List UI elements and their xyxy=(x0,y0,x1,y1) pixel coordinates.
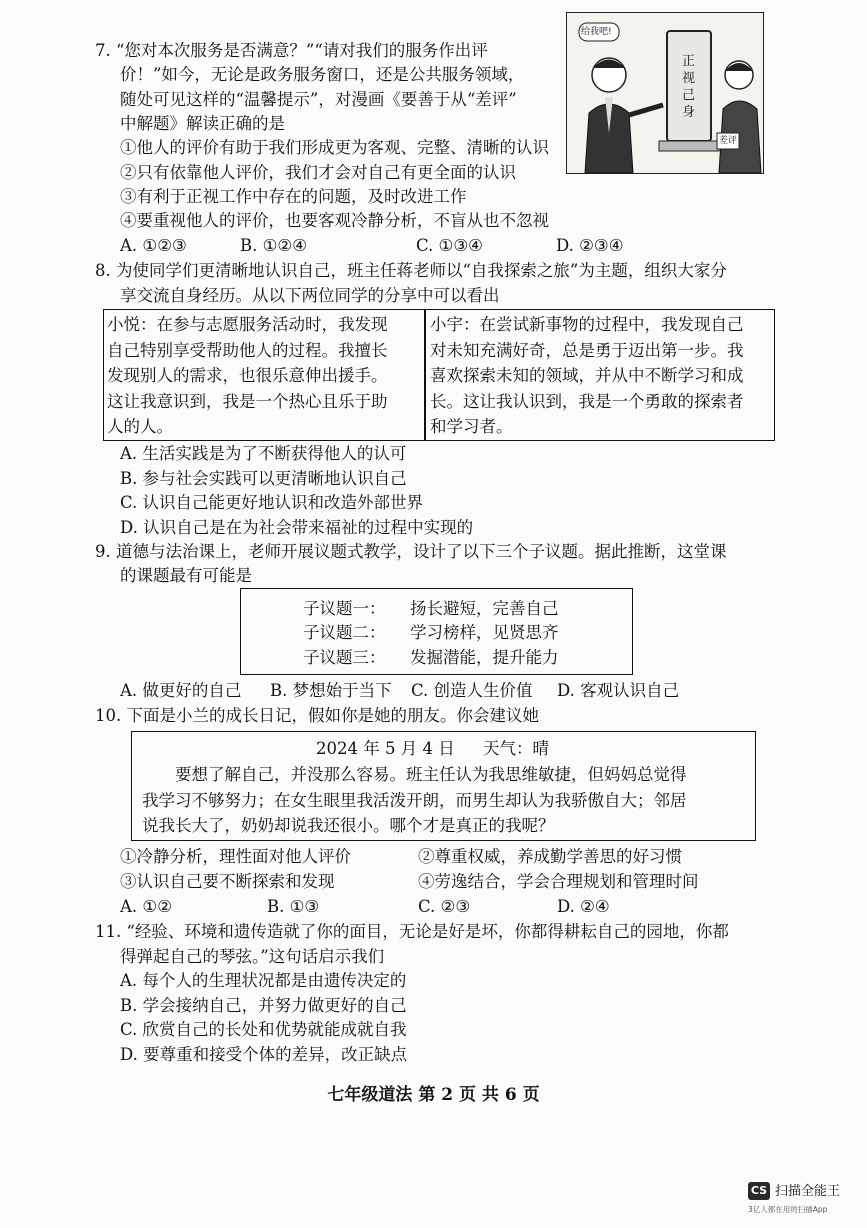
cartoon-bubble-text: 给我吧! xyxy=(581,27,612,37)
camscanner-logo-icon: CS xyxy=(748,1182,770,1200)
q7-item-2: ②只有依靠他人评价，我们才会对自己有更全面的认识 xyxy=(120,163,516,182)
q9-sub-label-2: 子议题二： xyxy=(303,623,386,642)
watermark-tagline: 3亿人都在用的扫描App xyxy=(748,1205,828,1214)
q7-option-b: B. ①②④ xyxy=(240,236,307,255)
q9-sub-text-1: 扬长避短，完善自己 xyxy=(410,599,559,618)
q8-xiaoyu-quote: 小宇：在尝试新事物的过程中，我发现自己 对未知充满好奇，总是勇于迈出第一步。我 喜欢探索未知的领域，并从中不断学习和成 长。这让我认识到，我是一个勇敢的探索者 和学习者。 xyxy=(430,315,744,436)
q8-option-c: C. 认识自己能更好地认识和改造外部世界 xyxy=(120,493,424,512)
q9-option-b: B. 梦想始于当下 xyxy=(270,681,392,700)
q9-sub-label-3: 子议题三： xyxy=(303,648,386,667)
q8-option-d: D. 认识自己是在为社会带来福祉的过程中实现的 xyxy=(120,518,474,537)
q8-xiaoyue-quote: 小悦：在参与志愿服务活动时，我发现 自己特别享受帮助他人的过程。我擅长 发现别人的需求，也很乐意伸出援手。 这让我意识到，我是一个热心且乐于助 人的人。 xyxy=(107,315,388,436)
q11-stem-1: 11. “经验、环境和遗传造就了你的面目，无论是好是坏，你都得耕耘自己的园地，你都 xyxy=(95,922,729,941)
q7-stem-4: 中解题》解读正确的是 xyxy=(120,114,285,133)
q11-option-d: D. 要尊重和接受个体的差异，改正缺点 xyxy=(120,1045,408,1064)
q7-item-1: ①他人的评价有助于我们形成更为客观、完整、清晰的认识 xyxy=(120,138,549,157)
q10-diary-line-1: 要想了解自己，并没那么容易。班主任认为我思维敏捷，但妈妈总觉得 xyxy=(175,765,687,784)
watermark-app-name: 扫描全能王 xyxy=(775,1184,841,1199)
q7-stem-2: 价！”如今，无论是政务服务窗口，还是公共服务领域， xyxy=(120,65,525,84)
q7-stem-3: 随处可见这样的“温馨提示”，对漫画《要善于从“差评” xyxy=(120,90,517,109)
q10-diary-date: 2024 年 5 月 4 日 xyxy=(316,739,455,758)
q8-stem-1: 8. 为使同学们更清晰地认识自己，班主任蒋老师以“自我探索之旅”为主题，组织大家分 xyxy=(95,261,727,280)
q10-diary-line-3: 说我长大了，奶奶却说我还很小。哪个才是真正的我呢？ xyxy=(142,816,555,835)
q10-option-b: B. ①③ xyxy=(267,897,320,916)
q9-sub-label-1: 子议题一： xyxy=(303,599,386,618)
q8-option-a: A. 生活实践是为了不断获得他人的认可 xyxy=(120,444,407,463)
q9-stem-2: 的课题最有可能是 xyxy=(120,566,252,585)
q10-diary-weather: 天气：晴 xyxy=(483,739,549,758)
q10-item-4: ④劳逸结合，学会合理规划和管理时间 xyxy=(418,872,699,891)
q8-quote-box xyxy=(103,309,775,441)
q10-option-c: C. ②③ xyxy=(418,897,471,916)
q7-option-a: A. ①②③ xyxy=(120,236,187,255)
cartoon-mirror-text: 正视己身 xyxy=(682,54,696,120)
q7-option-c: C. ①③④ xyxy=(416,236,483,255)
q11-stem-2: 得弹起自己的琴弦。”这句话启示我们 xyxy=(120,947,385,966)
q7-stem-1: 7. “您对本次服务是否满意？”“请对我们的服务作出评 xyxy=(95,41,488,60)
q10-option-d: D. ②④ xyxy=(557,897,610,916)
q10-diary-line-2: 我学习不够努力；在女生眼里我活泼开朗，而男生却认为我骄傲自大；邻居 xyxy=(142,791,687,810)
q11-option-c: C. 欣赏自己的长处和优势就能成就自我 xyxy=(120,1020,407,1039)
q11-option-b: B. 学会接纳自己，并努力做更好的自己 xyxy=(120,996,407,1015)
q10-item-3: ③认识自己要不断探索和发现 xyxy=(120,872,335,891)
q9-option-c: C. 创造人生价值 xyxy=(411,681,533,700)
cartoon-card-text: 差评 xyxy=(719,136,738,146)
q10-stem: 10. 下面是小兰的成长日记，假如你是她的朋友。你会建议她 xyxy=(95,706,539,725)
q9-option-a: A. 做更好的自己 xyxy=(120,681,242,700)
q9-option-d: D. 客观认识自己 xyxy=(557,681,680,700)
q7-item-4: ④要重视他人的评价，也要客观冷静分析，不盲从也不忽视 xyxy=(120,211,549,230)
page-footer: 七年级道法 第 2 页 共 6 页 xyxy=(327,1085,540,1105)
q7-cartoon xyxy=(566,12,764,174)
q8-option-b: B. 参与社会实践可以更清晰地认识自己 xyxy=(120,469,407,488)
q9-sub-text-3: 发掘潜能，提升能力 xyxy=(410,648,559,667)
q9-sub-text-2: 学习榜样，见贤思齐 xyxy=(410,623,559,642)
q9-stem-1: 9. 道德与法治课上，老师开展议题式教学，设计了以下三个子议题。据此推断，这堂课 xyxy=(95,542,727,561)
q8-stem-2: 享交流自身经历。从以下两位同学的分享中可以看出 xyxy=(120,286,500,305)
q10-item-2: ②尊重权威，养成勤学善思的好习惯 xyxy=(418,847,682,866)
q11-option-a: A. 每个人的生理状况都是由遗传决定的 xyxy=(120,971,407,990)
q10-option-a: A. ①② xyxy=(120,897,172,916)
q10-item-1: ①冷静分析，理性面对他人评价 xyxy=(120,847,351,866)
q7-option-d: D. ②③④ xyxy=(556,236,624,255)
q7-item-3: ③有利于正视工作中存在的问题，及时改进工作 xyxy=(120,187,467,206)
